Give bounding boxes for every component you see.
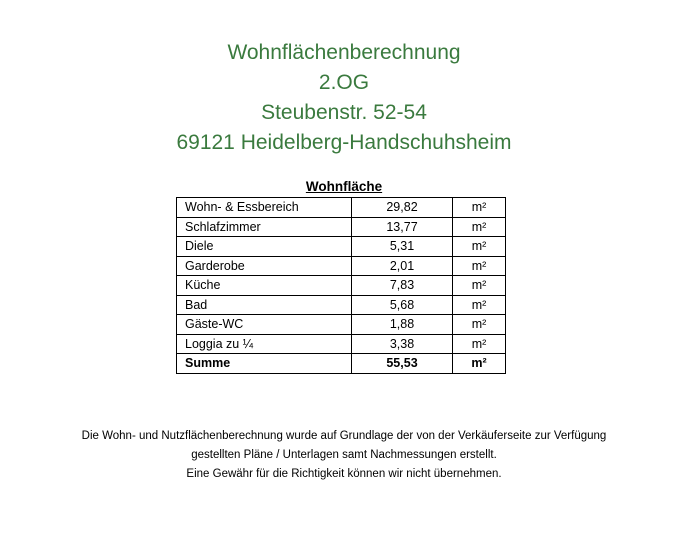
table-row bbox=[177, 334, 506, 354]
area-unit: m² bbox=[453, 295, 506, 315]
table-caption bbox=[176, 178, 512, 195]
document-header bbox=[0, 38, 688, 158]
floor-label: 2.OG bbox=[318, 71, 370, 94]
room-name: Loggia zu ¼ bbox=[177, 334, 352, 354]
disclaimer-line: gestellten Pläne / Unterlagen samt Nachmessungen erstellt. bbox=[191, 449, 497, 461]
disclaimer-line: Die Wohn- und Nutzflächenberechnung wurde auf Grundlage der von der Verkäuferseite zur Verfügung bbox=[81, 430, 607, 442]
disclaimer bbox=[0, 427, 688, 484]
table-caption-text: Wohnfläche bbox=[305, 179, 383, 194]
total-row bbox=[177, 354, 506, 374]
room-name: Küche bbox=[177, 276, 352, 296]
total-label: Summe bbox=[177, 354, 352, 374]
area-unit: m² bbox=[453, 334, 506, 354]
area-unit: m² bbox=[453, 217, 506, 237]
area-unit: m² bbox=[453, 198, 506, 218]
total-unit: m² bbox=[453, 354, 506, 374]
room-area: 1,88 bbox=[352, 315, 453, 335]
living-area-table bbox=[176, 197, 506, 374]
room-name: Diele bbox=[177, 237, 352, 257]
total-area: 55,53 bbox=[352, 354, 453, 374]
area-unit: m² bbox=[453, 256, 506, 276]
room-name: Wohn- & Essbereich bbox=[177, 198, 352, 218]
area-unit: m² bbox=[453, 276, 506, 296]
table-row bbox=[177, 237, 506, 257]
room-area: 5,68 bbox=[352, 295, 453, 315]
table-row bbox=[177, 295, 506, 315]
area-unit: m² bbox=[453, 315, 506, 335]
table-row bbox=[177, 256, 506, 276]
disclaimer-line: Eine Gewähr für die Richtigkeit können wir nicht übernehmen. bbox=[186, 468, 502, 480]
document-title: Wohnflächenberechnung bbox=[227, 41, 461, 64]
area-unit: m² bbox=[453, 237, 506, 257]
table-row bbox=[177, 198, 506, 218]
room-area: 29,82 bbox=[352, 198, 453, 218]
room-area: 2,01 bbox=[352, 256, 453, 276]
city-address: 69121 Heidelberg-Handschuhsheim bbox=[176, 131, 512, 154]
room-area: 7,83 bbox=[352, 276, 453, 296]
table-row bbox=[177, 315, 506, 335]
room-name: Gäste-WC bbox=[177, 315, 352, 335]
room-area: 5,31 bbox=[352, 237, 453, 257]
room-area: 3,38 bbox=[352, 334, 453, 354]
room-area: 13,77 bbox=[352, 217, 453, 237]
room-name: Schlafzimmer bbox=[177, 217, 352, 237]
room-name: Bad bbox=[177, 295, 352, 315]
street-address: Steubenstr. 52-54 bbox=[261, 101, 427, 124]
table-row bbox=[177, 276, 506, 296]
room-name: Garderobe bbox=[177, 256, 352, 276]
table-row bbox=[177, 217, 506, 237]
